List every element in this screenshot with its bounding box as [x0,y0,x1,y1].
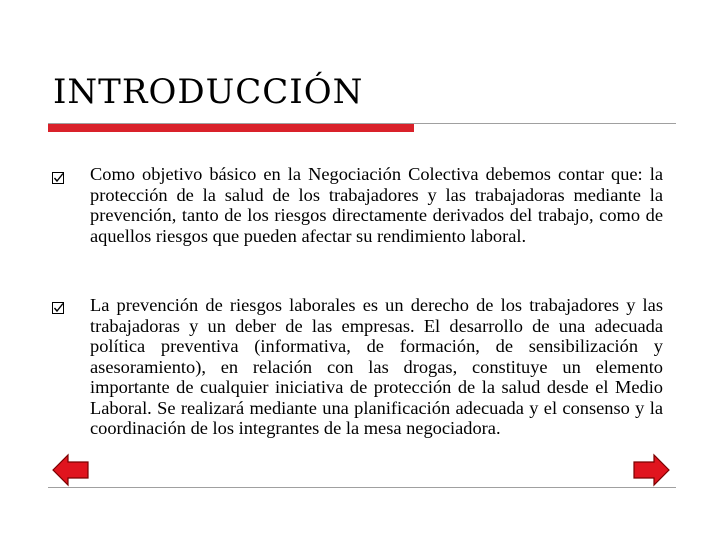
checked-box-icon [52,302,64,314]
checked-box-icon [52,172,64,184]
left-arrow-icon[interactable] [52,453,90,487]
bullet-text-1: Como objetivo básico en la Negociación Colectiva debemos contar que: la protección de la salud de los trabajadores y las trabajadoras mediante la prevención, tanto de los riesgos directamente derivados del trabajo, como de aquellos riesgos que pueden afectar su rendimiento laboral. [90,164,663,246]
right-arrow-icon[interactable] [632,453,670,487]
title-accent-bar [48,124,414,132]
slide-title: INTRODUCCIÓN [53,72,364,112]
bullet-text-2: La prevención de riesgos laborales es un derecho de los trabajadores y las trabajadoras y un deber de las empresas. El desarrollo de una adecuada política preventiva (informativa, de formación, de sensibilización y asesoramiento), en relación con las drogas, constituye un elemento importante de cualquier iniciativa de protección de la salud desde el Medio Laboral. Se realizará mediante una planificación adecuada y el consenso y la coordinación de los integrantes de la mesa negociadora. [90,295,663,438]
footer-divider [48,487,676,488]
